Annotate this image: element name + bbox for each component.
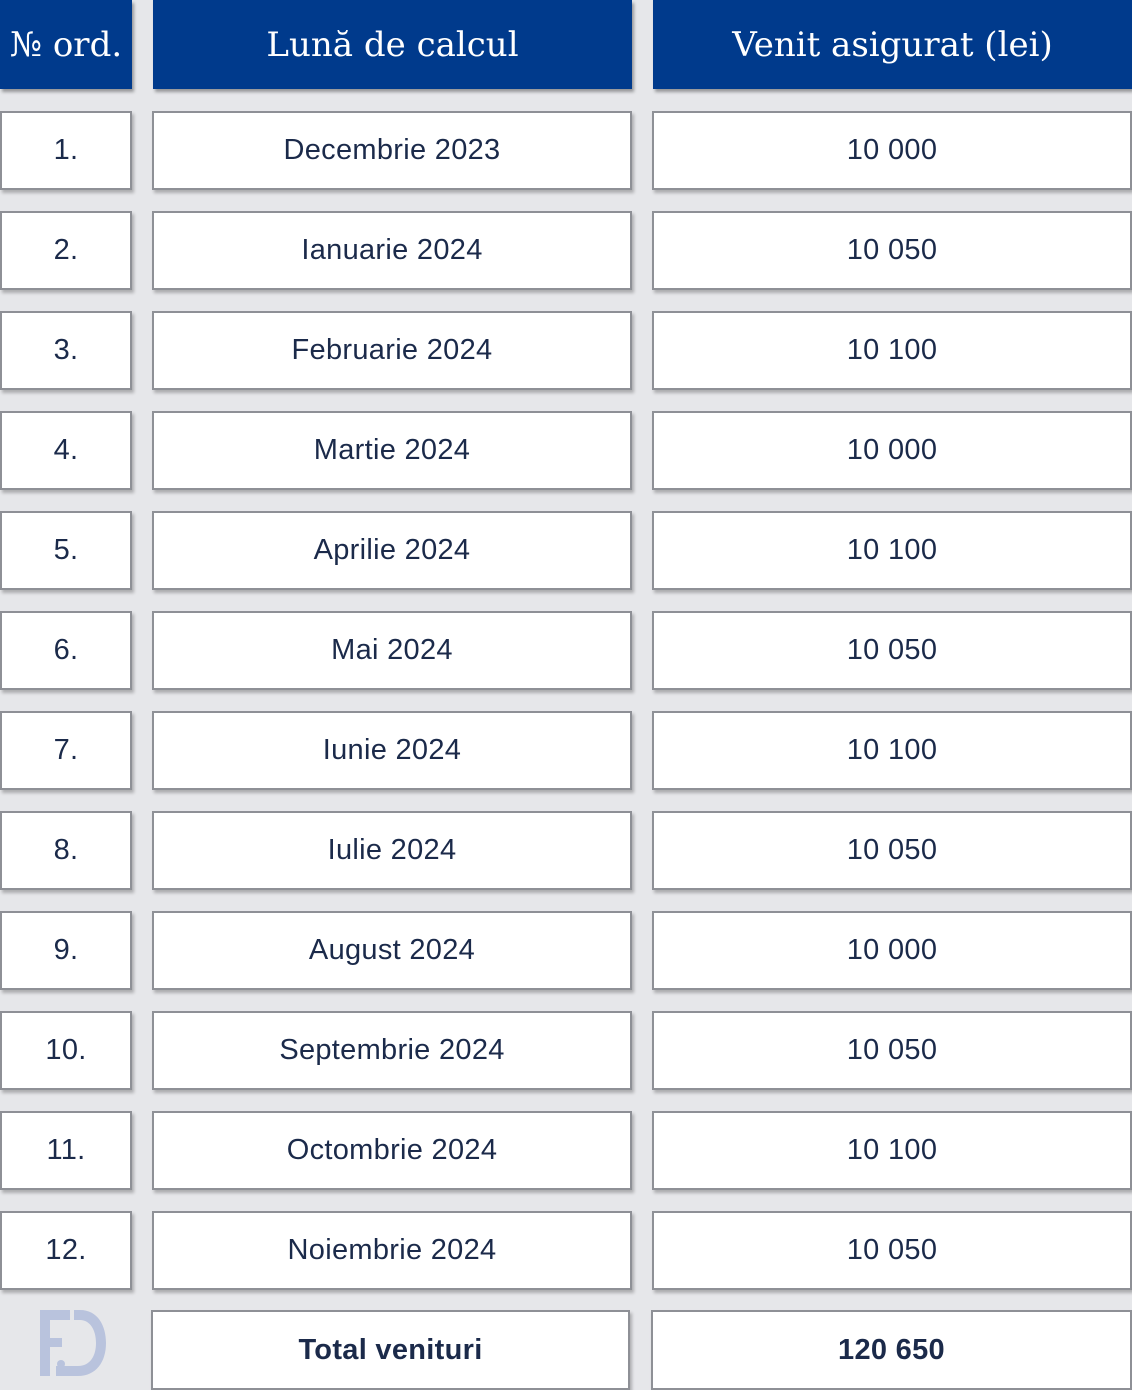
fd-logo-icon [36, 1308, 110, 1382]
row-income: 10 100 [652, 311, 1132, 390]
row-month: Decembrie 2023 [152, 111, 632, 190]
row-month: Septembrie 2024 [152, 1011, 632, 1090]
row-income: 10 100 [652, 711, 1132, 790]
row-month: Octombrie 2024 [152, 1111, 632, 1190]
row-month: Iulie 2024 [152, 811, 632, 890]
row-income: 10 100 [652, 511, 1132, 590]
row-income: 10 050 [652, 611, 1132, 690]
total-label: Total venituri [151, 1310, 630, 1390]
row-number: 5. [0, 511, 132, 590]
row-number: 2. [0, 211, 132, 290]
header-col-month: Lună de calcul [153, 0, 632, 89]
row-month: Aprilie 2024 [152, 511, 632, 590]
row-month: Noiembrie 2024 [152, 1211, 632, 1290]
header-col-income: Venit asigurat (lei) [653, 0, 1132, 89]
row-month: August 2024 [152, 911, 632, 990]
row-number: 4. [0, 411, 132, 490]
row-number: 6. [0, 611, 132, 690]
row-number: 3. [0, 311, 132, 390]
row-income: 10 050 [652, 211, 1132, 290]
row-number: 12. [0, 1211, 132, 1290]
row-number: 9. [0, 911, 132, 990]
row-number: 11. [0, 1111, 132, 1190]
header-col-no: № ord. [0, 0, 132, 89]
row-month: Ianuarie 2024 [152, 211, 632, 290]
row-month: Mai 2024 [152, 611, 632, 690]
row-number: 1. [0, 111, 132, 190]
row-number: 10. [0, 1011, 132, 1090]
row-income: 10 000 [652, 911, 1132, 990]
row-month: Iunie 2024 [152, 711, 632, 790]
row-income: 10 050 [652, 1011, 1132, 1090]
row-income: 10 000 [652, 411, 1132, 490]
row-income: 10 050 [652, 1211, 1132, 1290]
row-income: 10 050 [652, 811, 1132, 890]
row-number: 8. [0, 811, 132, 890]
row-month: Februarie 2024 [152, 311, 632, 390]
row-number: 7. [0, 711, 132, 790]
row-income: 10 100 [652, 1111, 1132, 1190]
row-income: 10 000 [652, 111, 1132, 190]
row-month: Martie 2024 [152, 411, 632, 490]
total-value: 120 650 [651, 1310, 1132, 1390]
